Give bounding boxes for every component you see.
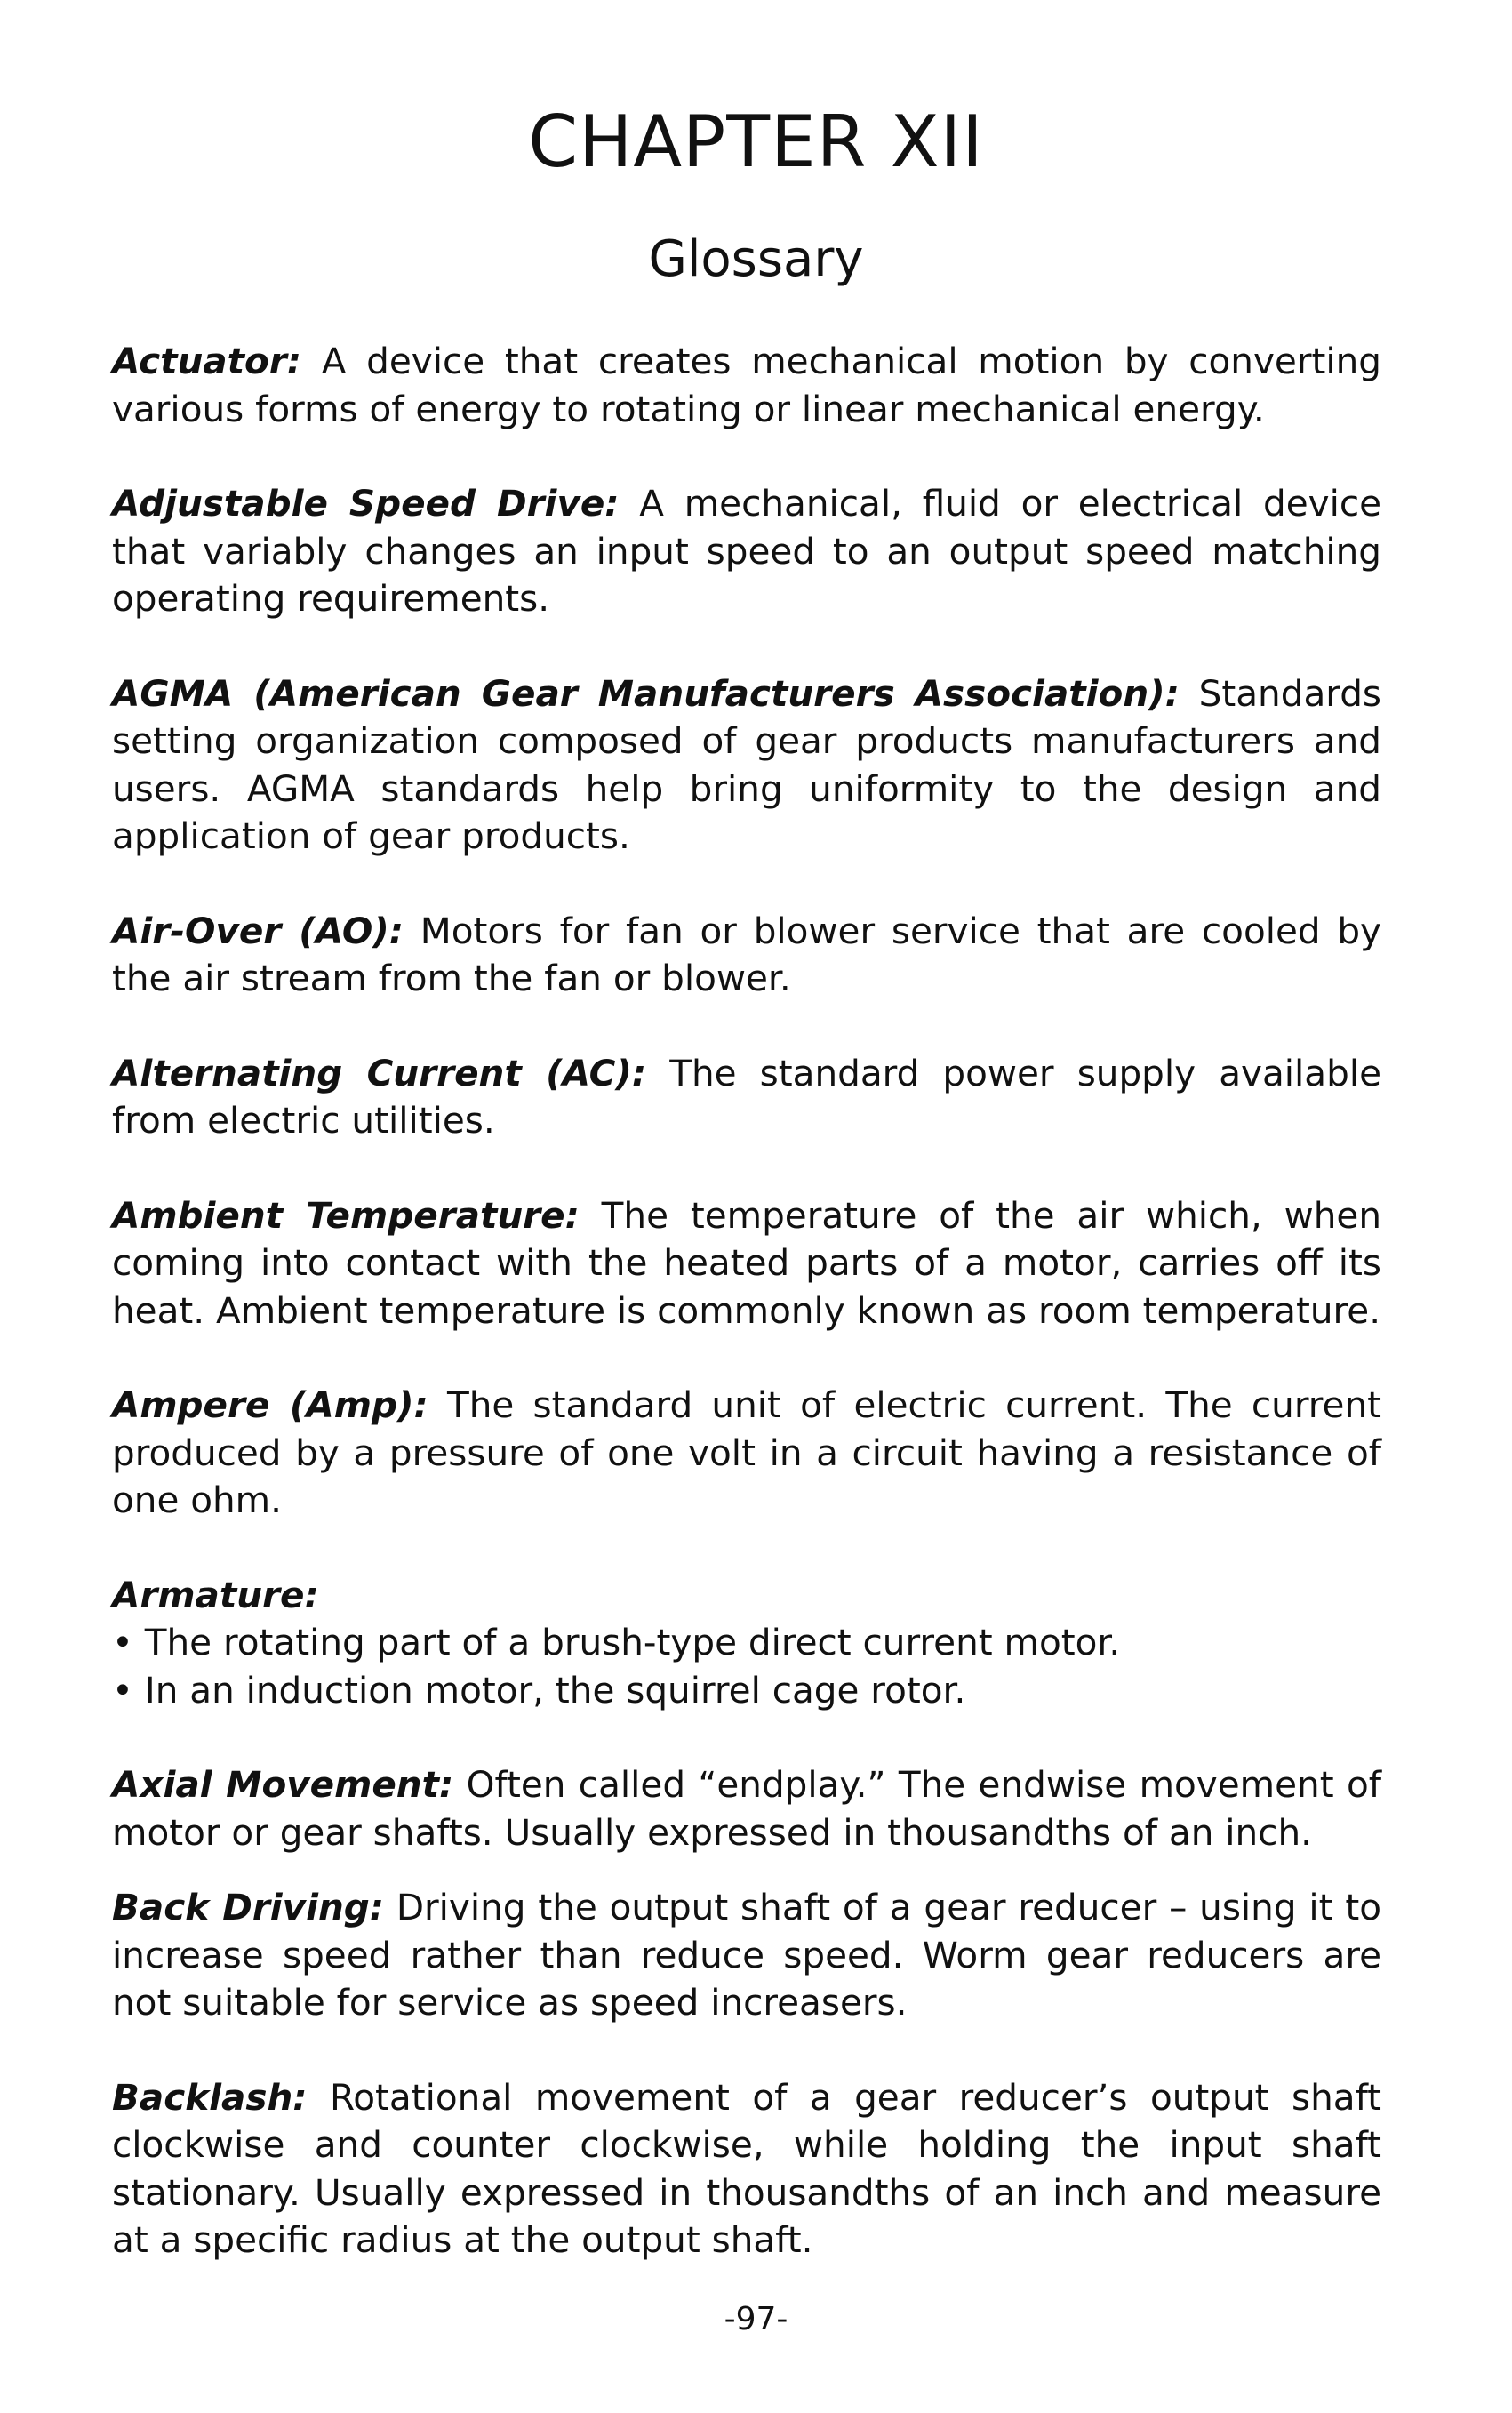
glossary-term: Axial Movement:: [112, 1763, 454, 1806]
glossary-definition: The temperature of the air which, when coming into contact with the heated parts of a motor, carries off its heat. Ambient temperature is commonly known as room temperature.: [112, 1193, 1382, 1332]
glossary-list: [112, 338, 1381, 2312]
glossary-entry-back-driving: [112, 1884, 1381, 2027]
glossary-definition: Standards setting organization composed of gear products manufacturers and users. AGMA standards help bring uniformity to the design and application of gear products.: [112, 671, 1382, 857]
list-item: • In an induction motor, the squirrel cage rotor.: [112, 1668, 966, 1712]
glossary-definition: Often called “endplay.” The endwise movement of motor or gear shafts. Usually expressed in thousandths of an inch.: [112, 1763, 1381, 1854]
glossary-term: Back Driving:: [112, 1886, 384, 1928]
glossary-term: Ampere (Amp):: [112, 1383, 428, 1426]
glossary-entry-armature: [112, 1572, 1381, 1715]
glossary-term: Alternating Current (AC):: [112, 1051, 647, 1094]
glossary-term: Backlash:: [112, 2075, 308, 2119]
glossary-term: Adjustable Speed Drive:: [112, 482, 620, 525]
glossary-term: Actuator:: [112, 340, 301, 382]
glossary-definition: Rotational movement of a gear reducer’s output shaft clockwise and counter clockwise, while holding the input shaft stationary. Usually expressed in thousandths of an inch and measure at a specific radius at the output shaft.: [112, 2075, 1381, 2261]
bullet-list: [112, 1619, 1381, 1714]
glossary-entry-alternating-current: [112, 1050, 1381, 1145]
glossary-term: AGMA (American Gear Manufacturers Association):: [112, 671, 1180, 715]
glossary-definition: The standard power supply available from electric utilities.: [112, 1051, 1381, 1142]
glossary-entry-actuator: [112, 338, 1381, 433]
glossary-term: Ambient Temperature:: [112, 1193, 580, 1237]
glossary-definition: Driving the output shaft of a gear reducer – using it to increase speed rather than reduce speed. Worm gear reducers are not suitable for service as speed increasers.: [112, 1886, 1382, 2024]
glossary-entry-ambient-temperature: [112, 1192, 1381, 1335]
glossary-term: Air-Over (AO):: [112, 909, 404, 952]
list-item: • The rotating part of a brush-type direct current motor.: [112, 1621, 1121, 1663]
glossary-entry-backlash: [112, 2074, 1381, 2265]
glossary-definition: The standard unit of electric current. The current produced by a pressure of one volt in a circuit having a resistance of one ohm.: [112, 1383, 1382, 1521]
glossary-term: Armature:: [112, 1573, 319, 1616]
glossary-definition: Motors for fan or blower service that are cooled by the air stream from the fan or blower.: [112, 909, 1382, 999]
page-number: -97-: [724, 2301, 788, 2337]
glossary-entry-ampere: [112, 1382, 1381, 1525]
glossary-entry-air-over: [112, 908, 1381, 1003]
glossary-definition: A mechanical, fluid or electrical device that variably changes an input speed to an output speed matching operating requirements.: [112, 482, 1382, 620]
glossary-definition: A device that creates mechanical motion by converting various forms of energy to rotating or linear mechanical energy.: [112, 340, 1381, 430]
glossary-entry-adjustable-speed-drive: [112, 480, 1381, 623]
glossary-entry-axial-movement: [112, 1761, 1381, 1856]
glossary-entry-agma: [112, 670, 1381, 861]
chapter-title: CHAPTER XII: [528, 100, 984, 183]
section-title: Glossary: [648, 230, 864, 288]
